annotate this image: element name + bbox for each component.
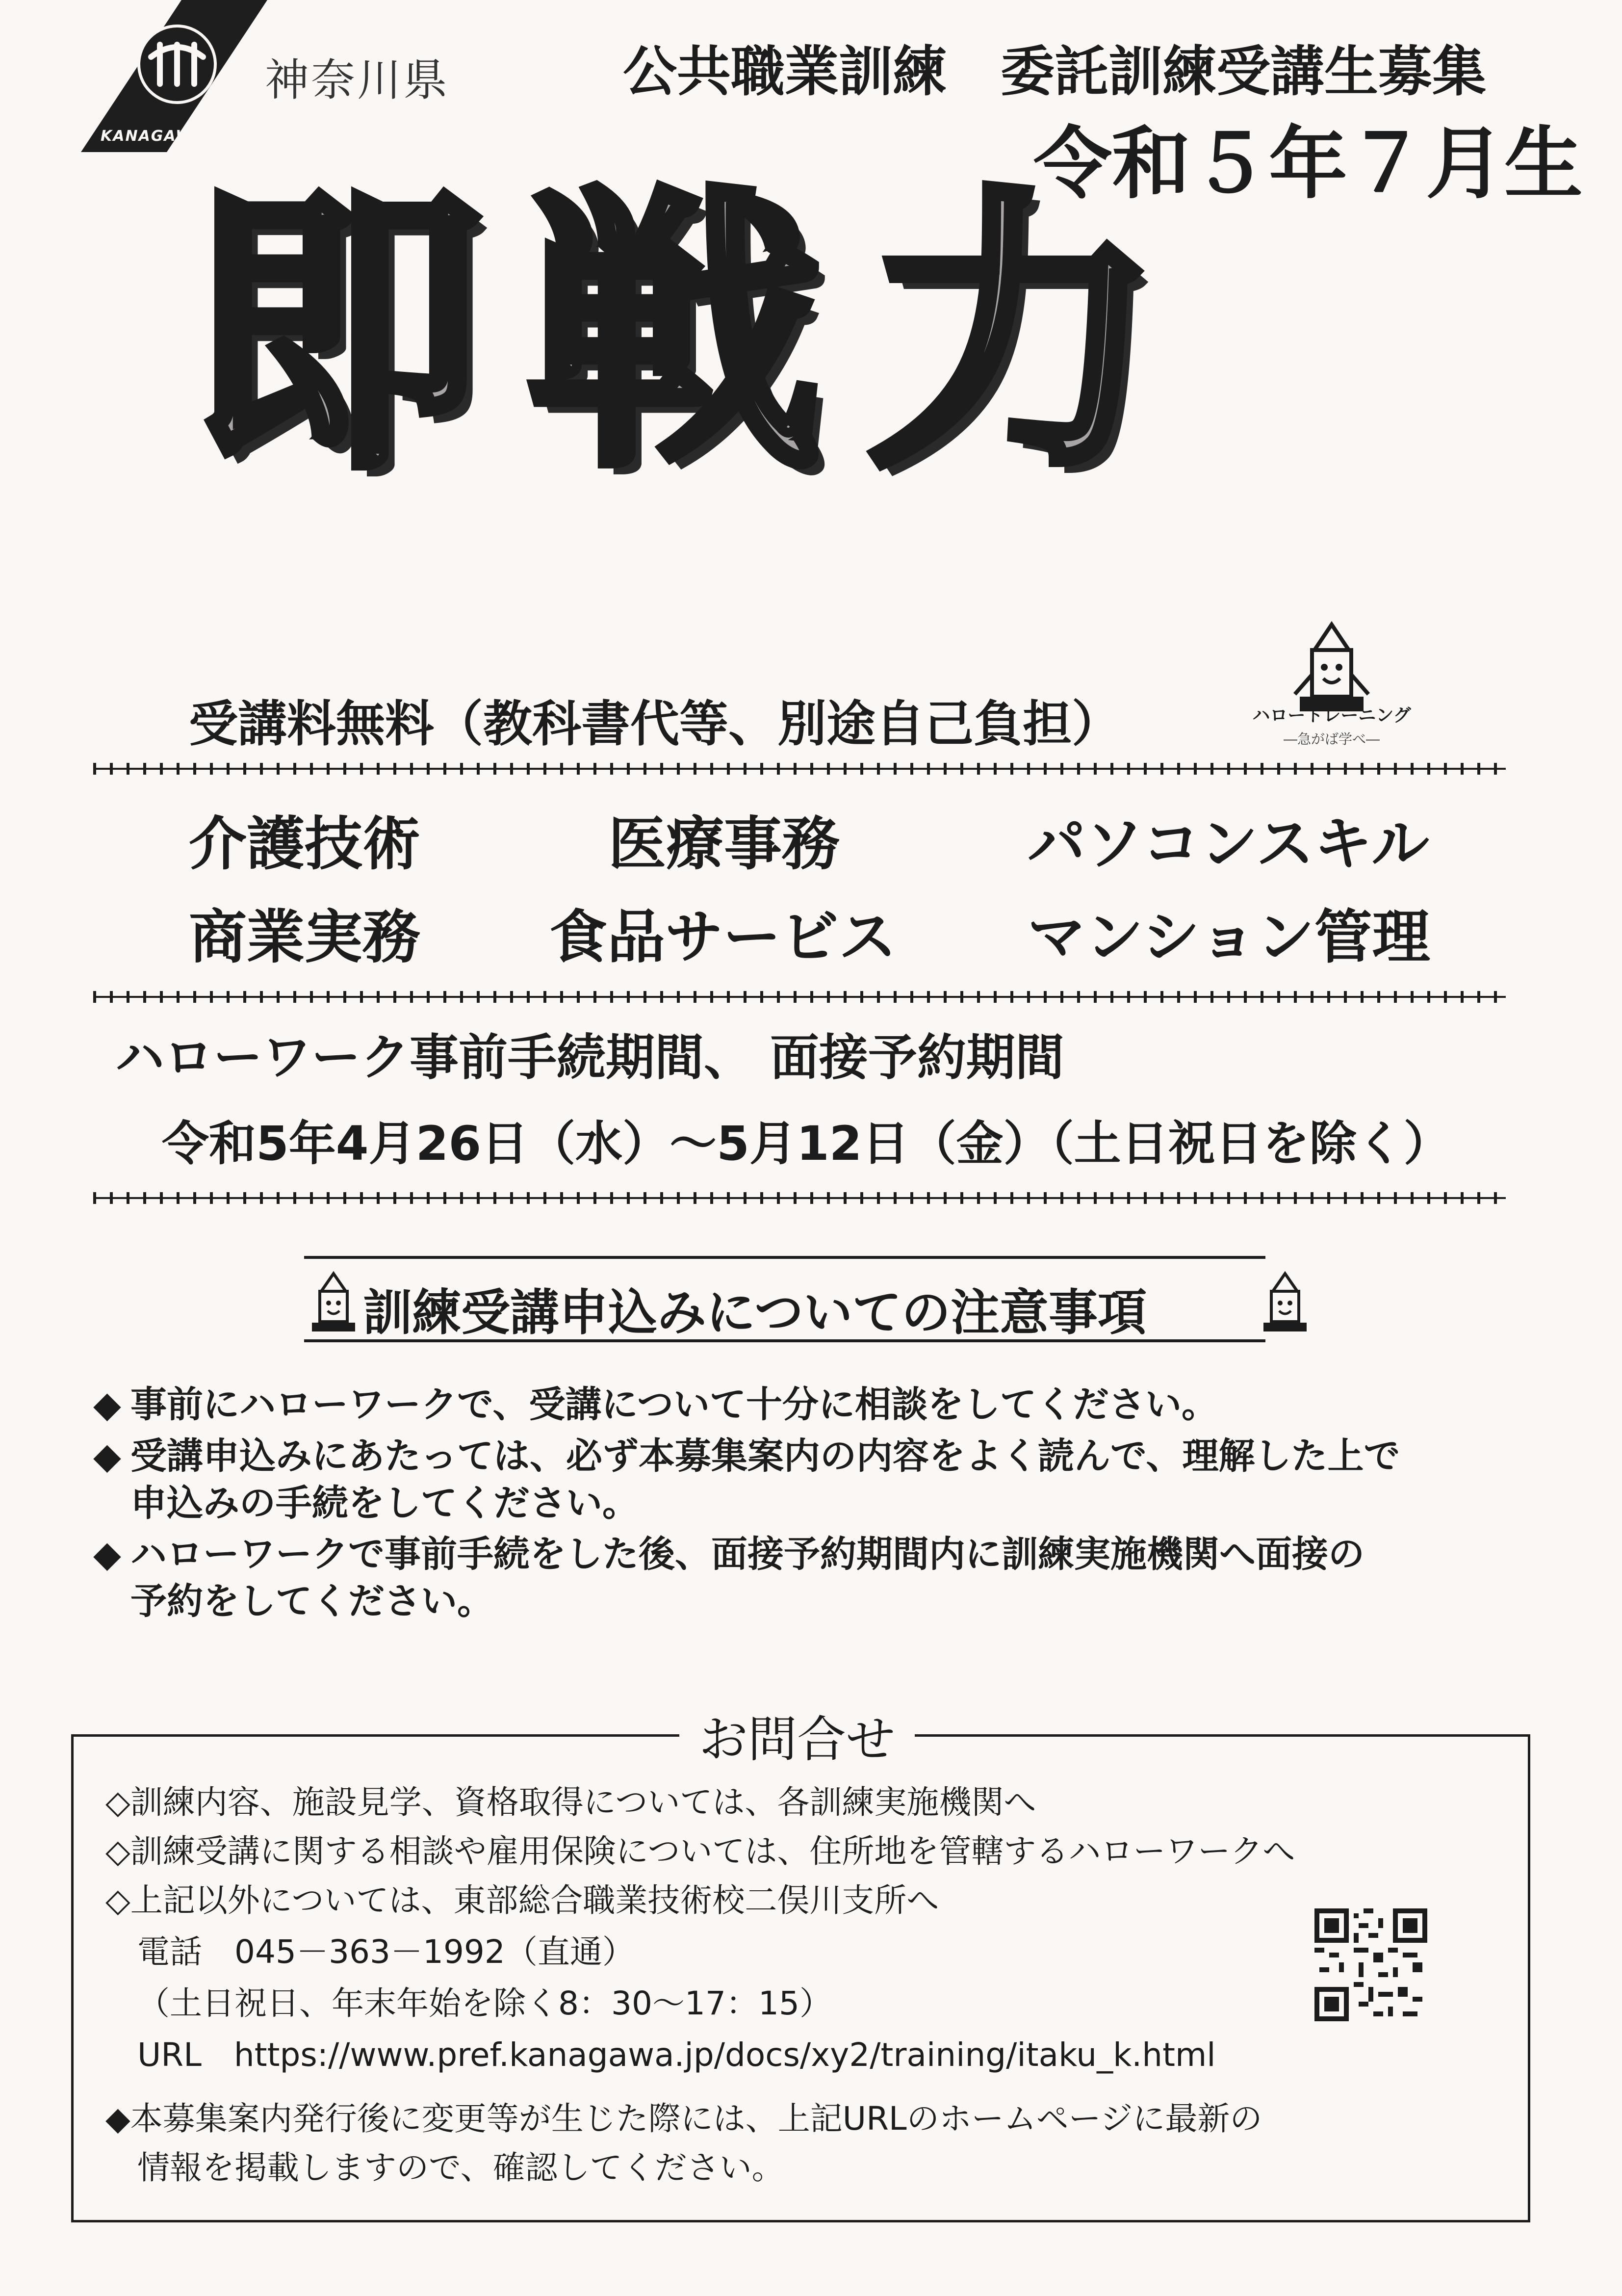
contact-line: ◇訓練受講に関する相談や雇用保険については、住所地を管轄するハローワークへ [105, 1832, 1295, 1870]
term-label: 令和５年７月生 [1033, 118, 1583, 209]
fee-note: 受講料無料（教科書代等、別途自己負担） [189, 695, 1121, 753]
period-label: ハローワーク事前手続期間、 面接予約期間 [115, 1029, 1064, 1086]
mascot-name: ハロートレーニング [1252, 705, 1411, 726]
course-item: 医療事務 [608, 809, 840, 878]
prefecture-name: 神奈川県 [265, 54, 449, 106]
divider-wire [93, 991, 1506, 1003]
divider-wire [93, 1192, 1506, 1204]
contact-url[interactable]: URL https://www.pref.kanagawa.jp/docs/xy2/training/itaku_k.html [137, 2036, 1216, 2074]
bullet-diamond-icon: ◆ [93, 1435, 121, 1477]
pencil-mascot-icon [1256, 1271, 1314, 1334]
course-item: 食品サービス [549, 903, 897, 971]
update-note: 情報を掲載しますので、確認してください。 [137, 2149, 784, 2187]
period-dates: 令和5年4月26日（水）～5月12日（金）（土日祝日を除く） [162, 1116, 1451, 1171]
contact-hours: （土日祝日、年末年始を除く8：30～17：15） [137, 1984, 832, 2022]
mascot-tagline: ―急がば学べ― [1283, 731, 1380, 747]
contact-line: ◇上記以外については、東部総合職業技術校二俣川支所へ [105, 1881, 939, 1919]
course-item: 介護技術 [189, 809, 421, 878]
notice-item: ◆ ハローワークで事前手続をした後、面接予約期間内に訓練実施機関へ面接の 予約をしてください。 [93, 1531, 1506, 1625]
contact-line: ◇訓練内容、施設見学、資格取得については、各訓練実施機関へ [105, 1783, 1036, 1821]
course-item: パソコンスキル [1028, 809, 1429, 878]
notice-title: 訓練受講申込みについての注意事項 [363, 1284, 1147, 1341]
divider-wire [93, 763, 1506, 775]
contact-phone: 電話 045－363－1992（直通） [137, 1933, 635, 1971]
contact-title: お問合せ [679, 1700, 915, 1771]
qr-code-icon[interactable] [1314, 1908, 1427, 2021]
pencil-mascot-icon [304, 1271, 363, 1334]
bullet-diamond-icon: ◆ [93, 1383, 121, 1426]
course-item: 商業実務 [189, 903, 421, 971]
notice-rule-top [304, 1256, 1265, 1259]
main-title: 即戦力 [189, 160, 1204, 506]
recruitment-title: 公共職業訓練 委託訓練受講生募集 [623, 40, 1486, 103]
bullet-diamond-icon: ◆ [93, 1533, 121, 1575]
logo-text-en: KANAGAWA [101, 128, 205, 145]
update-note: ◆本募集案内発行後に変更等が生じた際には、上記URLのホームページに最新の [105, 2100, 1262, 2138]
course-item: マンション管理 [1028, 903, 1430, 971]
notice-item: ◆ 受講申込みにあたっては、必ず本募集案内の内容をよく読んで、理解した上で 申込みの手続をしてください。 [93, 1433, 1506, 1527]
notice-item: ◆ 事前にハローワークで、受講について十分に相談をしてください。 [93, 1381, 1506, 1428]
kanagawa-emblem-icon [137, 25, 217, 104]
